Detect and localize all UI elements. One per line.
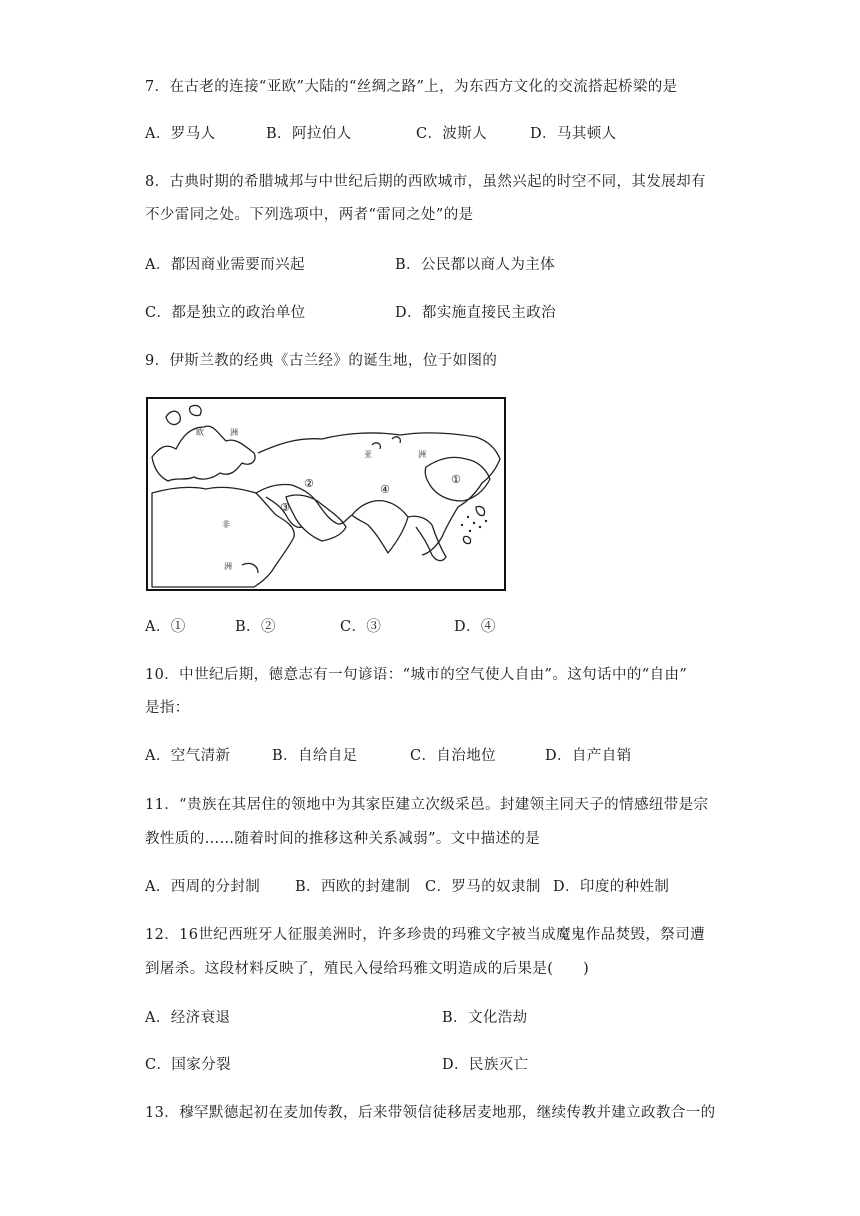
marker-1: ①: [451, 473, 461, 486]
marker-4: ④: [380, 483, 390, 496]
q10-option-d: D．自产自销: [545, 748, 632, 764]
eurasia-africa-map: [146, 397, 506, 591]
label-europe-2: 洲: [230, 428, 238, 437]
label-asia-2: 洲: [418, 450, 426, 459]
label-asia-1: 亚: [364, 450, 372, 459]
q11-option-c: C．罗马的奴隶制: [425, 879, 541, 895]
q11-stem-line1: 11．“贵族在其居住的领地中为其家臣建立次级采邑。封建领主同天子的情感纽带是宗: [145, 797, 709, 813]
q9-option-d: D．④: [454, 619, 496, 635]
q10-option-c: C．自治地位: [410, 748, 496, 764]
q12-option-d: D．民族灭亡: [442, 1057, 529, 1073]
q11-option-b: B．西欧的封建制: [295, 879, 411, 895]
q12-option-a: A．经济衰退: [145, 1010, 231, 1026]
q12-stem-line2: 到屠杀。这段材料反映了，殖民入侵给玛雅文明造成的后果是( ): [145, 961, 590, 977]
q11-stem-line2: 教性质的……随着时间的推移这种关系减弱”。文中描述的是: [145, 831, 541, 847]
q8-option-b: B．公民都以商人为主体: [395, 257, 556, 273]
label-europe-1: 欧: [196, 428, 204, 437]
q10-stem-line1: 10．中世纪后期，德意志有一句谚语：“城市的空气使人自由”。这句话中的“自由”: [145, 667, 688, 683]
q10-option-a: A．空气清新: [145, 748, 231, 764]
label-africa-1: 非: [222, 520, 230, 529]
q8-stem-line1: 8．古典时期的希腊城邦与中世纪后期的西欧城市，虽然兴起的时空不同，其发展却有: [145, 174, 706, 190]
q9-stem: 9．伊斯兰教的经典《古兰经》的诞生地，位于如图的: [145, 353, 498, 369]
q10-stem-line2: 是指：: [145, 700, 190, 716]
q8-option-a: A．都因商业需要而兴起: [145, 257, 305, 273]
q7-stem: 7．在古老的连接“亚欧”大陆的“丝绸之路”上，为东西方文化的交流搭起桥梁的是: [145, 79, 678, 95]
q11-option-d: D．印度的种姓制: [553, 879, 670, 895]
q7-option-b: B．阿拉伯人: [266, 126, 352, 142]
q7-option-a: A．罗马人: [145, 126, 216, 142]
q8-stem-line2: 不少雷同之处。下列选项中，两者“雷同之处”的是: [145, 207, 474, 223]
q9-option-b: B．②: [235, 619, 276, 635]
q7-option-d: D．马其顿人: [530, 126, 617, 142]
marker-2: ②: [304, 477, 314, 490]
label-africa-2: 洲: [224, 562, 232, 571]
q12-stem-line1: 12．16世纪西班牙人征服美洲时，许多珍贵的玛雅文字被当成魔鬼作品焚毁，祭司遭: [145, 927, 705, 943]
marker-3: ③: [280, 501, 290, 514]
q8-option-d: D．都实施直接民主政治: [395, 305, 557, 321]
q13-stem-line1: 13．穆罕默德起初在麦加传教，后来带领信徒移居麦地那，继续传教并建立政教合一的: [145, 1105, 716, 1121]
q12-option-b: B．文化浩劫: [442, 1010, 528, 1026]
q9-option-c: C．③: [340, 619, 382, 635]
q8-option-c: C．都是独立的政治单位: [145, 305, 306, 321]
q11-option-a: A．西周的分封制: [145, 879, 261, 895]
q9-option-a: A．①: [145, 619, 186, 635]
q12-option-c: C．国家分裂: [145, 1057, 231, 1073]
q7-option-c: C．波斯人: [416, 126, 488, 142]
q10-option-b: B．自给自足: [272, 748, 358, 764]
